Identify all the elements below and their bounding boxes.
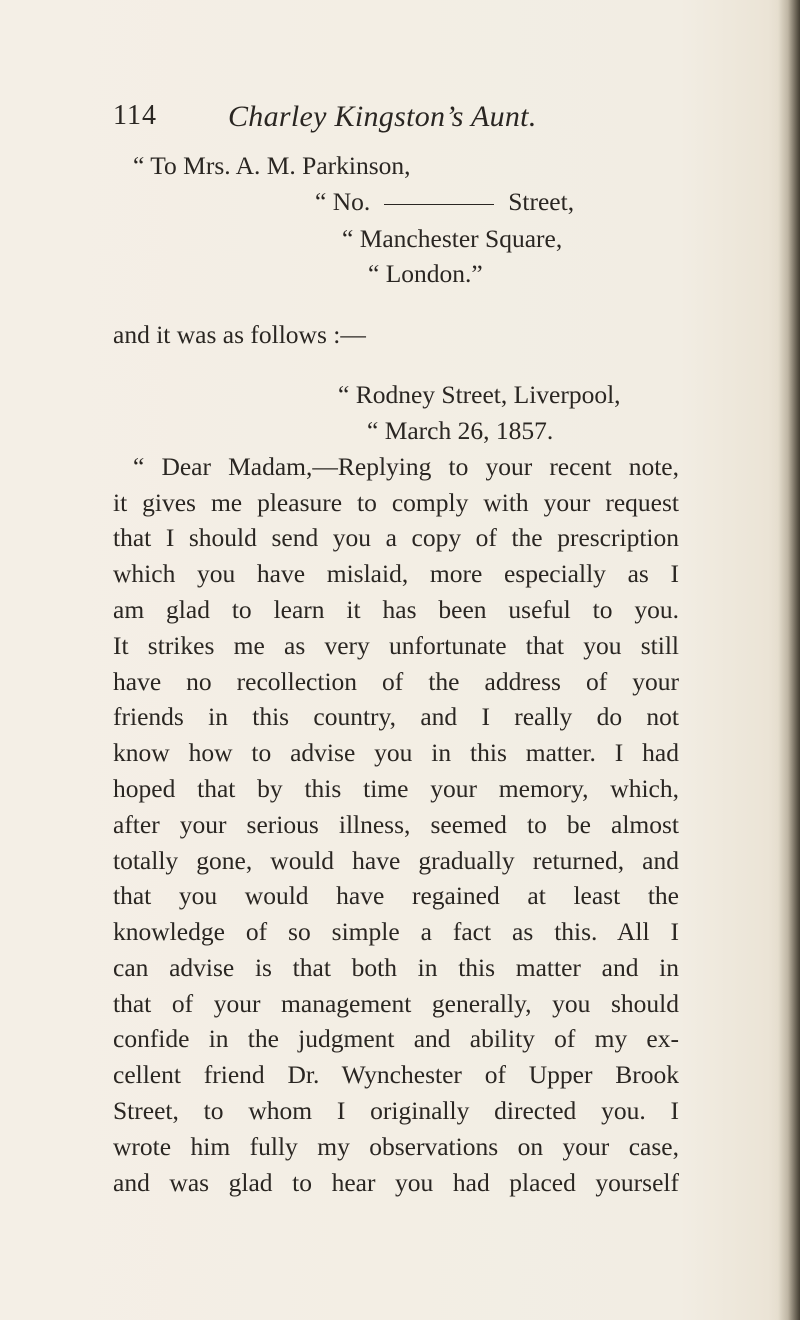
body-line-11: after your serious illness, seemed to be almost (113, 810, 679, 839)
body-line-16: that of your management generally, you should (113, 989, 679, 1018)
body-line-14: knowledge of so simple a fact as this. All I (113, 917, 679, 946)
address-line-2-start: “ No. (315, 187, 371, 216)
body-line-10: hoped that by this time your memory, which, (113, 774, 679, 803)
body-line-18: cellent friend Dr. Wynchester of Upper Brook (113, 1060, 679, 1089)
letter-date: “ March 26, 1857. (367, 416, 554, 445)
address-line-1: “ To Mrs. A. M. Parkinson, (133, 151, 411, 180)
body-line-21: and was glad to hear you had placed yourself (113, 1168, 679, 1197)
body-line-5: am glad to learn it has been useful to you. (113, 595, 679, 624)
body-line-3: that I should send you a copy of the prescription (113, 523, 679, 552)
running-title: Charley Kingston’s Aunt. (228, 100, 537, 133)
body-line-2: it gives me pleasure to comply with your request (113, 488, 679, 517)
address-line-2-end: Street, (508, 187, 575, 216)
body-line-12: totally gone, would have gradually returned, and (113, 846, 679, 875)
body-line-17: confide in the judgment and ability of my ex- (113, 1024, 679, 1053)
page-gutter-shadow (778, 0, 800, 1320)
page-number: 114 (113, 100, 157, 131)
body-line-13: that you would have regained at least the (113, 881, 679, 910)
body-line-20: wrote him fully my observations on your case, (113, 1132, 679, 1161)
body-line-19: Street, to whom I originally directed you. I (113, 1096, 679, 1125)
letter-place: “ Rodney Street, Liverpool, (338, 380, 621, 409)
body-line-9: know how to advise you in this matter. I had (113, 738, 679, 767)
body-line-6: It strikes me as very unfortunate that you still (113, 631, 679, 660)
body-line-4: which you have mislaid, more especially as I (113, 559, 679, 588)
page-header (113, 100, 733, 140)
body-line-1: “ Dear Madam,—Replying to your recent note, (133, 452, 679, 481)
address-line-3: “ Manchester Square, (342, 224, 563, 253)
body-line-15: can advise is that both in this matter and in (113, 953, 679, 982)
body-line-8: friends in this country, and I really do not (113, 702, 679, 731)
blank-street-dash (384, 204, 494, 205)
body-line-7: have no recollection of the address of your (113, 667, 679, 696)
address-line-4: “ London.” (368, 259, 483, 288)
intro-line: and it was as follows :— (113, 320, 366, 349)
address-line-2 (315, 187, 574, 217)
